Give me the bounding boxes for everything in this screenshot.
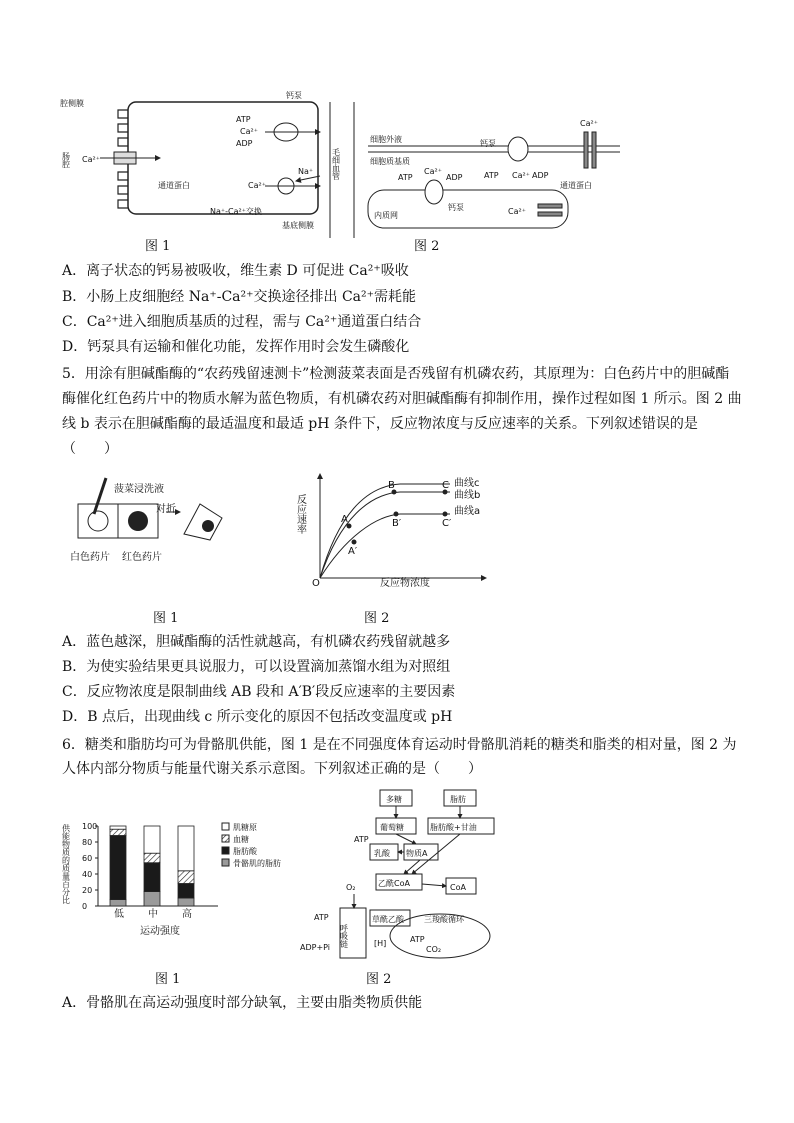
q6-fig2-adp: ADP+Pi [300,943,331,952]
q6-category-label: 高 [182,909,192,920]
q6-fig2-diagram [300,786,520,966]
q6-fig2-atp1: ATP [354,835,369,844]
q4-fig2-matrix: 细胞质基质 [370,157,410,166]
q5-option-c: C．反应物浓度是限制曲线 AB 段和 A′B′段反应速率的主要因素 [62,684,456,700]
q6-bar-segment [178,898,194,906]
q6-bar-segment [178,884,194,898]
q4-fig2-pump-er-label: 钙泵 [448,203,464,212]
q4-fig2-er-label: 内质网 [374,211,398,220]
q6-y-tick-label: 20 [82,886,93,895]
q6-bar-segment [144,826,160,853]
q4-fig2-caption: 图 2 [414,239,440,254]
q6-y-tick-label: 40 [82,870,93,879]
q6-bar-segment [110,836,126,900]
q4-fig2-atp2: ATP [398,173,413,182]
q4-fig1-lumen-membrane: 腔侧膜 [60,99,84,108]
q5-fig1-wash: 菠菜浸洗液 [114,484,164,495]
q4-fig1-adp: ADP [236,139,253,148]
q6-legend-label: 肌糖原 [233,823,257,832]
q6-bar-segment [144,892,160,906]
q5-fig1-white: 白色药片 [70,552,110,563]
q4-option-d: D．钙泵具有运输和催化功能，发挥作用时会发生磷酸化 [62,339,410,355]
q6-bar-segment [178,871,194,884]
q6-bar-segment [110,829,126,835]
q5-fig1-red: 红色药片 [122,552,162,563]
q6-y-tick-label: 100 [82,822,98,831]
q6-fig2-glucose: 葡萄糖 [380,823,404,832]
q6-legend-swatch [222,835,229,842]
q6-fig2-caption: 图 2 [366,972,392,987]
q6-fig2-substance-a: 物质A [406,849,428,858]
q6-category-label: 低 [114,909,124,920]
q6-y-tick-label: 80 [82,838,93,847]
q6-legend-label: 脂肪酸 [233,847,257,856]
q5-figures [70,468,490,588]
q6-fig2-fat: 脂肪 [450,795,466,804]
q6-legend-swatch [222,847,229,854]
q4-fig1-caption: 图 1 [145,239,171,254]
q4-fig2-adp2: ADP [446,173,463,182]
q5-fig2-curve-b: 曲线b [454,490,481,501]
q4-fig1-ca3: Ca²⁺ [248,181,266,190]
q4-fig2-pump-top-label: 钙泵 [480,139,496,148]
q4-fig1-na: Na⁺ [298,167,314,176]
q5-fig1-caption: 图 1 [153,611,179,626]
q4-fig1-lumen: 肠腔 [61,152,71,168]
q5-fig2-xlabel: 反应物浓度 [380,578,430,588]
q4-fig1-atp: ATP [236,115,251,124]
q6-legend-swatch [222,859,229,866]
q5-fig2-origin: O [312,578,320,588]
q5-option-b: B．为使实验结果更具说服力，可以设置滴加蒸馏水组为对照组 [62,659,451,675]
q6-bar-segment [178,826,194,871]
q5-fig2-ylabel: 反应速率 [294,494,306,534]
q5-fig2-point-c: C [442,480,449,491]
q5-fig2-curve-a: 曲线a [454,506,481,517]
q4-fig2-ca3: Ca²⁺ [580,119,598,128]
q6-fig1-caption: 图 1 [155,972,181,987]
q6-fig2-polysaccharide: 多糖 [386,795,402,804]
q4-option-b: B．小肠上皮细胞经 Na⁺-Ca²⁺交换途径排出 Ca²⁺需耗能 [62,289,417,305]
q5-option-d: D．B 点后，出现曲线 c 所示变化的原因不包括改变温度或 pH [62,709,453,725]
q6-fig2-atp2: ATP [410,935,425,944]
q6-bar-segment [110,826,126,829]
q5-option-a: A．蓝色越深，胆碱酯酶的活性就越高，有机磷农药残留就越多 [62,634,451,650]
q4-fig1-channel-label: 通道蛋白 [158,181,190,190]
q6-fig2-acetylcoa: 乙酰CoA [378,879,410,888]
q6-fig2-tca: 三羧酸循环 [424,915,464,924]
q6-fig2-fa-glycerol: 脂肪酸+甘油 [430,823,477,832]
q6-fig2-coa: CoA [450,883,466,892]
q6-bar-segment [144,853,160,863]
q5-stem: 5．用涂有胆碱酯酶的“农药残留速测卡”检测菠菜表面是否残留有机磷农药，其原理为：白色药片中的胆碱酯酶催化红色药片中的物质水解为蓝色物质，有机磷农药对胆碱酯酶有抑制作用，操作过程如图 1 所示。图 2 曲线 b 表示在胆碱酯酶的最适温度和最适 pH 条件下，反应物浓度与反应速率的关系。下列叙述错误的是（ ） [62,366,742,457]
q5-fig2-point-b: B [388,480,395,491]
q4-fig2-pump-er [425,180,443,204]
q4-fig2-atp1: ATP [484,171,499,180]
q6-fig2-co2: CO₂ [426,945,442,954]
q5-fig2-caption: 图 2 [364,611,390,626]
q5-fig2-point-a2: A′ [348,546,358,557]
q4-fig1-basal-label: 基底侧膜 [282,221,314,230]
q4-fig2-er [368,190,568,228]
q4-fig2-extracellular: 细胞外液 [370,135,402,144]
q4-fig2-ca1: Ca²⁺ [512,171,530,180]
q5-fig2-curve-c: 曲线c [454,478,480,489]
q6-fig2-oxaloacetate: 草酰乙酸 [372,915,404,924]
q6-legend-label: 骨骼肌的脂肪 [233,859,281,868]
q5-fig1-fold: 对折 [156,504,176,515]
q5-fig2-point-a: A [341,514,348,525]
q4-fig2-channel-label: 通道蛋白 [560,181,592,190]
q6-bar-segment [144,863,160,892]
q4-option-a: A．离子状态的钙易被吸收，维生素 D 可促进 Ca²⁺吸收 [62,263,409,279]
q6-category-label: 中 [148,909,158,920]
q5-fig2-point-b2: B′ [392,518,402,529]
q6-fig1-xlabel: 运动强度 [140,926,180,937]
q4-fig1-capillary: 毛细血管 [331,148,341,180]
q6-fig2-h: [H] [374,939,387,948]
q4-fig1-exchanger-label: Na⁺-Ca²⁺交换 [210,207,262,216]
q6-option-a: A．骨骼肌在高运动强度时部分缺氧，主要由脂类物质供能 [62,995,423,1011]
q4-fig1-ca-label: Ca²⁺ [82,155,100,164]
q4-figures [60,88,740,238]
q6-fig1-chart [62,812,312,942]
q6-bar-segment [110,900,126,906]
q6-fig2-o2: O₂ [346,883,356,892]
q4-fig2-ca4: Ca²⁺ [508,207,526,216]
q6-y-tick-label: 0 [82,902,88,911]
q6-legend-label: 血糖 [233,835,249,844]
q6-y-tick-label: 60 [82,854,93,863]
q6-fig2-chain: 呼吸链 [339,924,349,948]
q4-option-c: C．Ca²⁺进入细胞质基质的过程，需与 Ca²⁺通道蛋白结合 [62,314,422,330]
q4-fig1-ca2: Ca²⁺ [240,127,258,136]
q4-fig2-adp1: ADP [532,171,549,180]
q6-fig1-ylabel: 供能物质的质量百分比 [62,824,71,904]
q4-fig1-pump-label: 钙泵 [286,91,302,100]
q6-stem: 6．糖类和脂肪均可为骨骼肌供能，图 1 是在不同强度体育运动时骨骼肌消耗的糖类和脂类的相对量，图 2 为人体内部分物质与能量代谢关系示意图。下列叙述正确的是（ ） [62,737,737,777]
q6-fig2-atp3: ATP [314,913,329,922]
q6-fig2-lactate: 乳酸 [374,849,390,858]
q4-fig2-pump-top [508,137,528,161]
q6-legend-swatch [222,823,229,830]
q5-fig2-point-c2: C′ [442,518,452,529]
q4-fig2-ca2: Ca²⁺ [424,167,442,176]
